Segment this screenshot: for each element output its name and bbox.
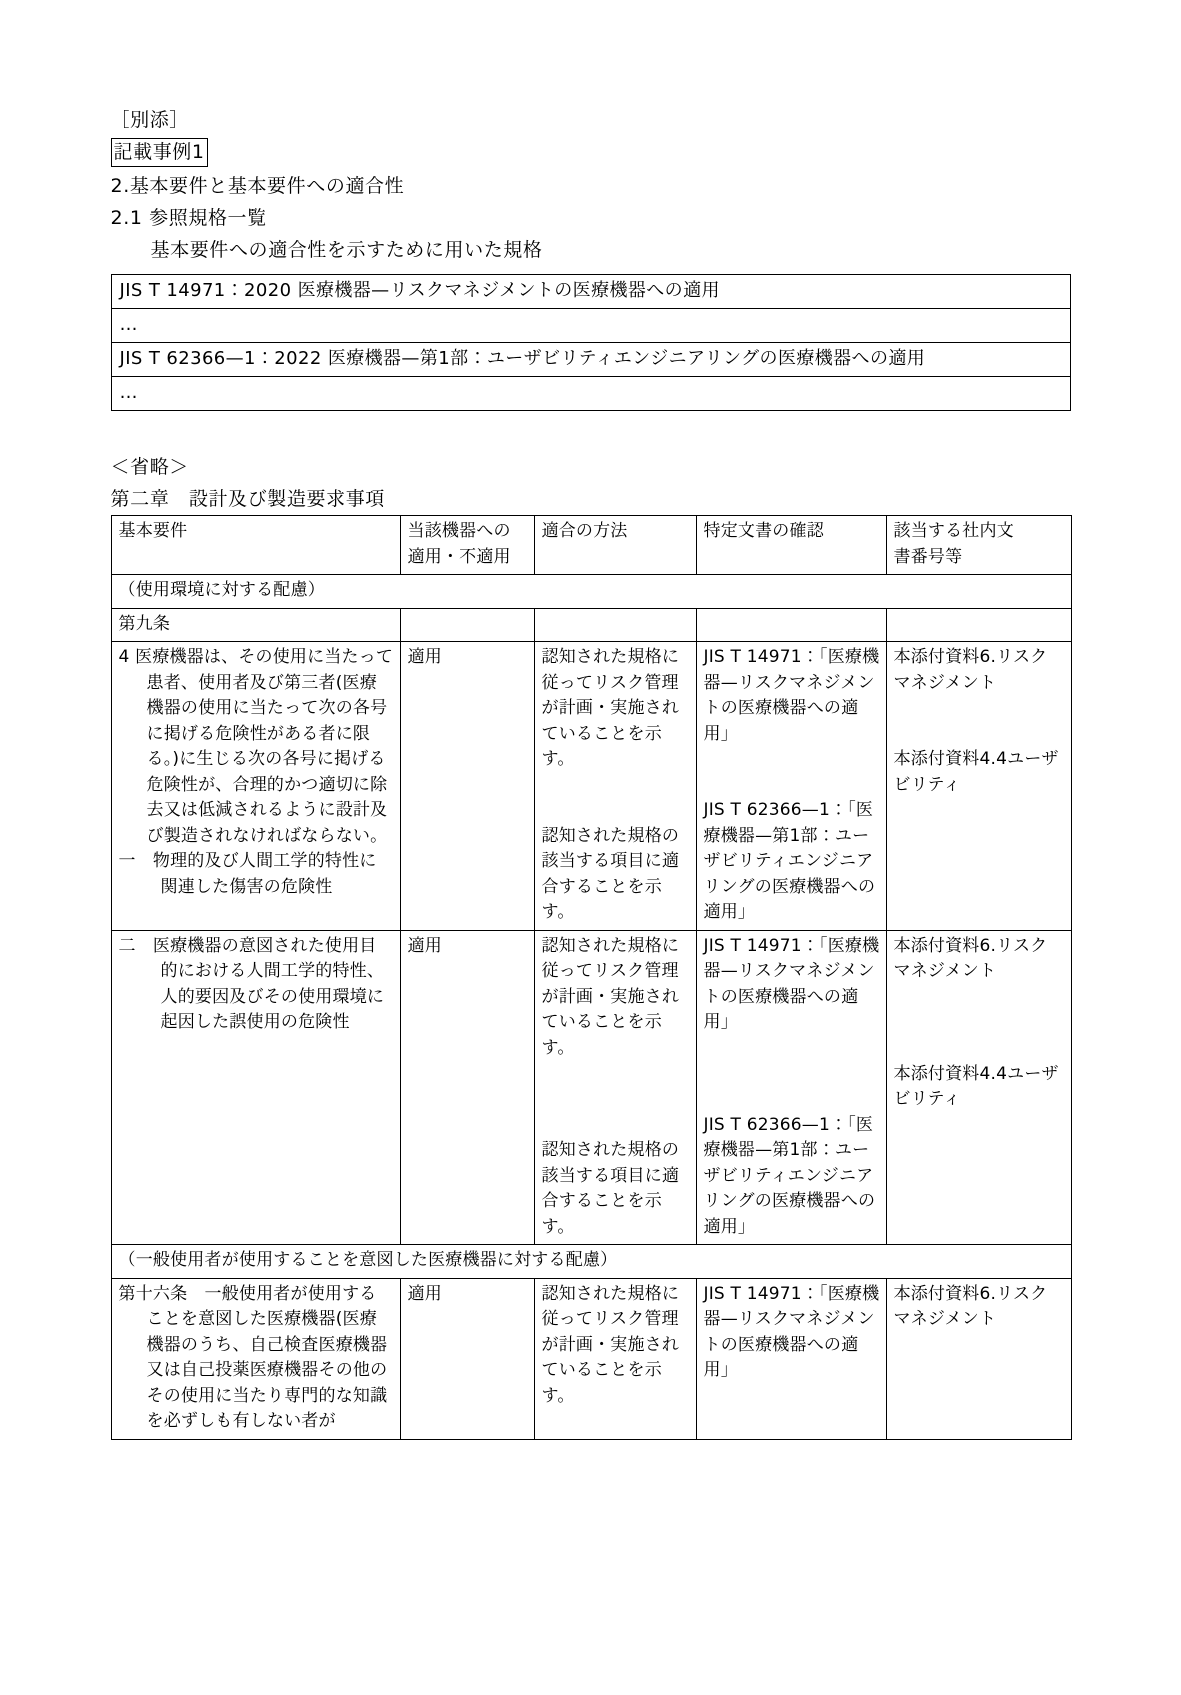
method-text-1: 認知された規格に従ってリスク管理が計画・実施されていることを示す。 bbox=[541, 647, 680, 769]
requirement-text-item-2: 二 医療機器の意図された使用目的における人間工学的特性、人的要因及びその使用環境に起因した誤使用の危険性 bbox=[118, 935, 385, 1032]
column-header-basic-requirement: 基本要件 bbox=[111, 516, 400, 575]
internal-doc-line-1: 該当する社内文 bbox=[893, 521, 1014, 541]
article-9-label: 第九条 bbox=[111, 608, 400, 642]
internal-document-cell bbox=[886, 930, 1071, 1245]
ellipsis-cell: … bbox=[111, 377, 1070, 411]
specific-document-cell bbox=[696, 642, 886, 931]
specific-document-cell bbox=[696, 930, 886, 1245]
table-row bbox=[111, 377, 1070, 411]
internal-document-cell bbox=[886, 642, 1071, 931]
example-label-wrapper bbox=[111, 136, 1071, 170]
table-row bbox=[111, 1278, 1071, 1439]
internal-doc-text-2: 本添付資料4.4ユーザビリティ bbox=[893, 749, 1059, 795]
method-text-2: 認知された規格の該当する項目に適合することを示す。 bbox=[541, 1140, 680, 1237]
chapter-2-title: 第二章 設計及び製造要求事項 bbox=[110, 488, 385, 510]
applicability-cell: 適用 bbox=[400, 1278, 534, 1439]
spacer-before-standards bbox=[111, 266, 1071, 274]
table-row bbox=[111, 930, 1071, 1245]
empty-cell bbox=[696, 608, 886, 642]
applicability-cell: 適用 bbox=[400, 930, 534, 1245]
referenced-standards-table bbox=[111, 274, 1071, 411]
conformity-method-cell bbox=[534, 930, 696, 1245]
applicability-line-2: 適用・不適用 bbox=[407, 546, 511, 567]
requirement-cell-article9-para4 bbox=[111, 642, 400, 931]
requirement-text-article16: 第十六条 一般使用者が使用することを意図した医療機器(医療機器のうち、自己検査医療機器又は自己投薬医療機器その他のその使用に当たり専門的な知識を必ずしも有しない者が bbox=[118, 1283, 388, 1431]
conformity-method-cell: 認知された規格に従ってリスク管理が計画・実施されていることを示す。 bbox=[534, 1278, 696, 1439]
table-row bbox=[111, 309, 1070, 343]
document-text-1: JIS T 14971：「医療機器—リスクマネジメントの医療機器への適用」 bbox=[703, 935, 880, 1032]
section-2-1-note: 基本要件への適合性を示すために用いた規格 bbox=[150, 239, 543, 261]
empty-cell bbox=[534, 608, 696, 642]
essential-requirements-table bbox=[111, 515, 1072, 1440]
table-row bbox=[111, 343, 1070, 377]
method-text-2: 認知された規格の該当する項目に適合することを示す。 bbox=[541, 825, 680, 922]
specific-document-cell: JIS T 14971：「医療機器—リスクマネジメントの医療機器への適用」 bbox=[696, 1278, 886, 1439]
standard-cell: JIS T 14971：2020 医療機器—リスクマネジメントの医療機器への適用 bbox=[111, 275, 1070, 309]
applicability-line-1: 当該機器への bbox=[407, 521, 511, 541]
table-row bbox=[111, 608, 1071, 642]
document-text-2: JIS T 62366—1：「医療機器—第1部：ユーザビリティエンジニアリングの医療機器への適用」 bbox=[703, 1114, 876, 1237]
ellipsis-cell: … bbox=[111, 309, 1070, 343]
internal-doc-line-2: 書番号等 bbox=[893, 546, 963, 567]
attachment-label: ［別添］ bbox=[110, 109, 189, 131]
table-section-row bbox=[111, 575, 1071, 609]
internal-doc-text-2: 本添付資料4.4ユーザビリティ bbox=[893, 1063, 1059, 1109]
document-text-2: JIS T 62366—1：「医療機器—第1部：ユーザビリティエンジニアリングの医療機器への適用」 bbox=[703, 800, 876, 922]
conformity-method-cell bbox=[534, 642, 696, 931]
omission-marker: ＜省略＞ bbox=[110, 456, 189, 478]
empty-cell bbox=[400, 608, 534, 642]
section-2-heading: 2.基本要件と基本要件への適合性 bbox=[110, 175, 405, 197]
section-heading-lay-user: （一般使用者が使用することを意図した医療機器に対する配慮） bbox=[111, 1245, 1071, 1279]
table-row bbox=[111, 642, 1071, 931]
requirement-cell-article16 bbox=[111, 1278, 400, 1439]
requirement-cell-article9-item2 bbox=[111, 930, 400, 1245]
standard-cell: JIS T 62366—1：2022 医療機器—第1部：ユーザビリティエンジニアリングの医療機器への適用 bbox=[111, 343, 1070, 377]
table-section-row bbox=[111, 1245, 1071, 1279]
requirement-text-main: 4 医療機器は、その使用に当たって患者、使用者及び第三者(医療機器の使用に当たって次の各号に掲げる危険性がある者に限る。)に生じる次の各号に掲げる危険性が、合理的かつ適切に除去又は低減されるように設計及び製造されなければならない。 bbox=[118, 647, 394, 846]
section-heading-use-environment: （使用環境に対する配慮） bbox=[111, 575, 1071, 609]
page-content bbox=[111, 104, 1071, 1440]
table-row bbox=[111, 275, 1070, 309]
column-header-applicability bbox=[400, 516, 534, 575]
table-header-row bbox=[111, 516, 1071, 575]
column-header-conformity-method: 適合の方法 bbox=[534, 516, 696, 575]
document-text-1: JIS T 14971：「医療機器—リスクマネジメントの医療機器への適用」 bbox=[703, 647, 880, 744]
internal-doc-text-1: 本添付資料6.リスクマネジメント bbox=[893, 935, 1048, 981]
internal-document-cell: 本添付資料6.リスクマネジメント bbox=[886, 1278, 1071, 1439]
applicability-cell: 適用 bbox=[400, 642, 534, 931]
empty-cell bbox=[886, 608, 1071, 642]
method-text-1: 認知された規格に従ってリスク管理が計画・実施されていることを示す。 bbox=[541, 935, 680, 1058]
internal-doc-text-1: 本添付資料6.リスクマネジメント bbox=[893, 647, 1048, 693]
column-header-specific-document: 特定文書の確認 bbox=[696, 516, 886, 575]
section-2-1-heading: 2.1 参照規格一覧 bbox=[110, 207, 267, 229]
spacer-after-standards bbox=[111, 411, 1071, 451]
column-header-internal-document bbox=[886, 516, 1071, 575]
requirement-text-item-1: 一 物理的及び人間工学的特性に関連した傷害の危険性 bbox=[118, 851, 377, 897]
example-label: 記載事例1 bbox=[111, 138, 208, 167]
